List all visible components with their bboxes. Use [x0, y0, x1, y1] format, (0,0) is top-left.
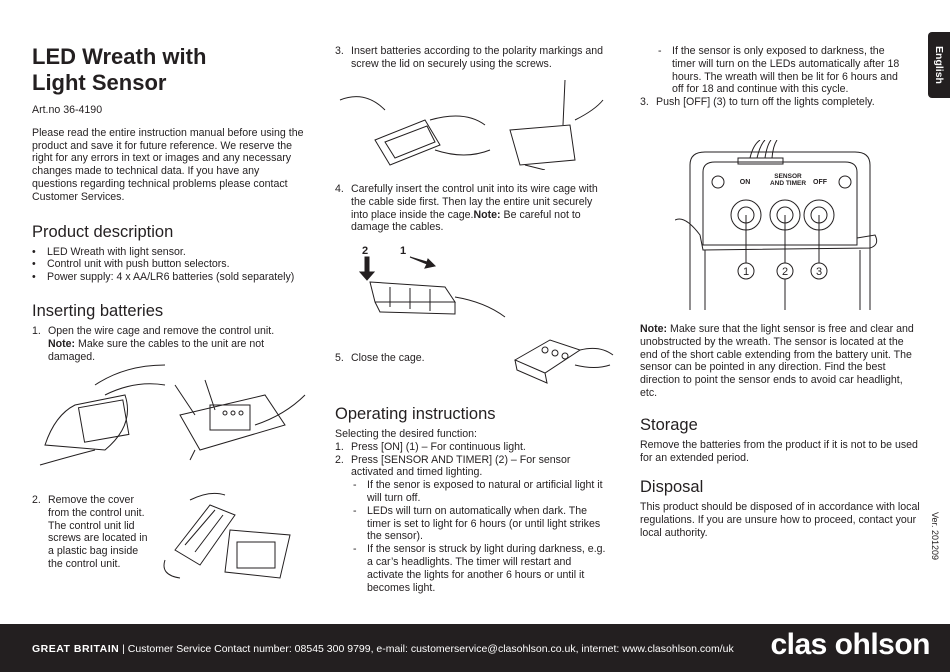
operating-instructions-heading: Operating instructions [335, 405, 496, 423]
control-unit-diagram [675, 140, 885, 310]
operating-instructions: Operating instructions Selecting the desired function: 1. Press [ON] (1) – For continuous light. 2. Press [SENSOR AND TIMER] (2) – For sensor activated and timed lighting. - If the senor is exposed to natural or artificial light it will turn off. - LEDs will turn on automatically when dark. The timer is set to light for 6 hours (or until light strikes the sensor). - If the sensor is struck by light during darkness, e.g. a car’s headlights. The timer will restart and activate the lights for another 6 hours or until it becomes light. [335, 404, 610, 594]
version-label: Ver. 201209 [930, 511, 940, 560]
and-timer-label: AND TIMER [769, 180, 807, 187]
article-number: Art.no 36-4190 [32, 104, 103, 116]
step-4: 4. Carefully insert the control unit into its wire cage with the cable side first. Then lay the entire unit securely into place inside the cage.Note: Be careful not to damage the cables. [335, 183, 598, 234]
off-label: OFF [813, 179, 827, 186]
list-item: • Control unit with push button selectors. [32, 258, 312, 271]
step-3-illustration [335, 80, 605, 170]
figure-label-1: 1 [400, 245, 407, 257]
column-1 [32, 44, 312, 363]
operating-note-3: - If the sensor is struck by light during darkness, e.g. a car’s headlights. The timer will restart and activate the lights for another 6 hours or until it becomes light. [353, 543, 606, 594]
step-5-illustration [505, 325, 615, 385]
intro-text: Please read the entire instruction manual before using the product and save it for future reference. We reserve the right for any errors in text or images and any necessary changes made to technical data. If you have any questions regarding technical problems please contact Customer Services. [32, 126, 304, 203]
callout-1: 1 [742, 266, 750, 278]
storage-text: Remove the batteries from the product if it is not to be used for an extended period. [640, 438, 918, 464]
figure-label-2: 2 [362, 245, 369, 257]
step-1: 1. Open the wire cage and remove the control unit. Note: Make sure the cables to the unit are not damaged. [32, 324, 275, 363]
operating-step-2: 2. Press [SENSOR AND TIMER] (2) – For sensor activated and timed lighting. [335, 453, 571, 479]
operating-note-1: - If the senor is exposed to natural or artificial light it will turn off. [353, 479, 603, 504]
footer-contact: GREAT BRITAIN | Customer Service Contact number: 08545 300 9799, e-mail: customerservice@clasohlson.co.uk, internet: www.clasohlson.com/uk [32, 643, 734, 655]
sensor-note: Note: Make sure that the light sensor is free and clear and unobstructed by the wreath. The sensor is located at the end of the short cable extending from the battery unit. The sensor can be pointed in any direction. Find the best direction to point the sensor ends to avoid car headlight, etc. [640, 323, 914, 399]
step-3: 3. Insert batteries according to the polarity markings and screw the lid on securely using the screws. [335, 45, 604, 70]
language-tab: English [928, 32, 950, 98]
step-1-illustration [35, 355, 315, 475]
page-title: LED Wreath with Light Sensor [32, 44, 207, 95]
product-description-list [32, 246, 312, 284]
callout-2: 2 [781, 266, 789, 278]
product-description-heading: Product description [32, 222, 174, 241]
operating-continued [640, 45, 910, 109]
list-item: • LED Wreath with light sensor. [32, 246, 312, 259]
disposal-heading: Disposal [640, 478, 704, 497]
list-item: • Power supply: 4 x AA/LR6 batteries (sold separately) [32, 271, 312, 284]
footer [0, 624, 950, 672]
operating-note-2: - LEDs will turn on automatically when dark. The timer is set to light for 6 hours (or until light strikes the sensor). [353, 504, 601, 543]
step-5: 5. Close the cage. [335, 352, 425, 364]
column-3-text [640, 323, 920, 540]
storage-heading: Storage [640, 415, 698, 434]
operating-note-4: - If the sensor is only exposed to darkness, the timer will turn on the LEDs automatically after 18 hours. The wreath will then be lit for 6 hours and off for 18 and continue with this cycle. [658, 45, 900, 96]
operating-step-3: 3. Push [OFF] (3) to turn off the lights completely. [640, 96, 875, 109]
operating-step-1: 1. Press [ON] (1) – For continuous light. [335, 440, 526, 453]
callout-3: 3 [815, 266, 823, 278]
sensor-label: SENSOR [774, 173, 802, 180]
step-4-illustration [355, 242, 510, 322]
step-2: 2. Remove the cover from the control unit. The control unit lid screws are located in a plastic bag inside the control unit. [32, 494, 148, 570]
step-2-illustration [155, 490, 305, 585]
on-label: ON [739, 179, 751, 186]
brand-logo: clas ohlson [770, 628, 930, 661]
disposal-text: This product should be disposed of in accordance with local regulations. If you are unsure how to proceed, contact your local authority. [640, 501, 920, 539]
inserting-batteries-heading: Inserting batteries [32, 301, 164, 320]
